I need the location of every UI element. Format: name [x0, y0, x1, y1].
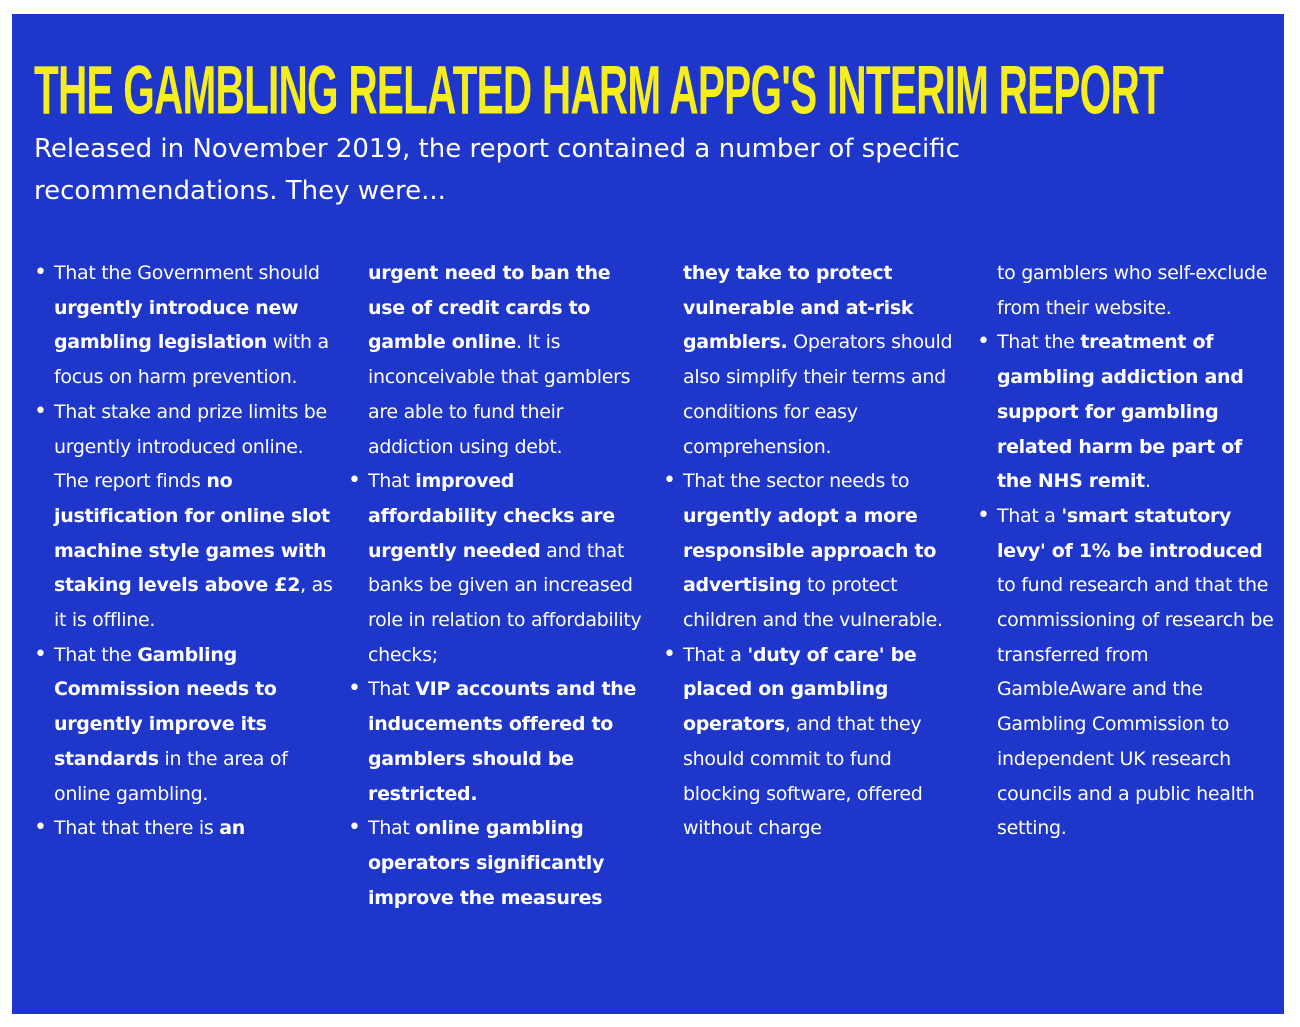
recommendations-column-2: [348, 256, 648, 915]
body-text: , and that they should commit to fund blocking software, offered without charge: [683, 713, 923, 840]
emphasis-text: urgent need to ban the use of credit cards to gamble online: [368, 262, 611, 354]
body-text: to fund research and that the commissioning of research be transferred from GambleAware and the Gambling Commission to independent UK research councils and a public health setting.: [997, 574, 1274, 840]
body-text: and that banks be given an increased role in relation to affordability checks;: [368, 539, 642, 666]
body-text: That a: [683, 643, 748, 666]
emphasis-text: an: [219, 817, 245, 840]
emphasis-text: urgently introduce new gambling legislation: [54, 296, 299, 354]
emphasis-text: they take to protect vulnerable and at-risk gamblers.: [683, 262, 914, 354]
report-panel: [12, 14, 1284, 1014]
emphasis-text: treatment of gambling addiction and support for gambling related harm be part of the NHS remit: [997, 331, 1244, 493]
body-text: That: [368, 678, 416, 701]
body-text: That the: [997, 331, 1081, 354]
recommendation-item: [348, 672, 648, 811]
recommendation-item: [348, 464, 648, 672]
body-text: to gamblers who self-exclude from their website.: [997, 262, 1268, 319]
body-text: with a focus on harm prevention.: [54, 331, 329, 389]
body-text: That stake and prize limits be urgently introduced online. The report finds: [54, 400, 327, 493]
body-text: That that there is: [54, 817, 220, 840]
emphasis-text: 'smart statutory levy' of 1% be introduced: [997, 504, 1263, 562]
body-text: That: [368, 817, 416, 840]
emphasis-text: improved affordability checks are urgently needed: [368, 470, 615, 562]
recommendation-item: [977, 499, 1277, 846]
emphasis-text: online gambling operators significantly improve the measures: [368, 817, 605, 909]
recommendation-item: [348, 811, 648, 915]
emphasis-text: urgently adopt a more responsible approach to advertising: [683, 504, 937, 597]
recommendation-item: [977, 325, 1277, 499]
body-text: That: [368, 470, 416, 493]
body-text: to protect children and the vulnerable.: [683, 574, 943, 632]
recommendation-item: [663, 638, 963, 846]
body-text: That a: [997, 504, 1062, 527]
recommendation-item: [34, 638, 334, 812]
recommendation-item: [34, 811, 334, 846]
recommendation-item: [663, 464, 963, 638]
recommendation-continuation: [977, 256, 1277, 325]
recommendations-column-1: [34, 256, 334, 846]
recommendations-column-4: [977, 256, 1277, 846]
recommendation-item: [34, 256, 334, 395]
body-text: Operators should also simplify their terms and conditions for easy comprehension.: [683, 331, 953, 458]
body-text: .: [1144, 470, 1151, 493]
report-title: THE GAMBLING RELATED HARM APPG'S INTERIM REPORT: [34, 52, 1163, 130]
emphasis-text: 'duty of care' be placed on gambling operators: [683, 643, 917, 736]
recommendation-item: [34, 395, 334, 638]
body-text: That the: [54, 643, 138, 666]
body-text: That the Government should: [54, 262, 320, 284]
recommendation-continuation: [663, 256, 963, 464]
emphasis-text: VIP accounts and the inducements offered to gamblers should be restricted.: [368, 678, 637, 805]
body-text: That the sector needs to: [683, 470, 910, 493]
recommendations-column-3: [663, 256, 963, 846]
emphasis-text: no justification for online slot machine style games with staking levels above £2: [54, 470, 330, 597]
body-text: . It is inconceivable that gamblers are able to fund their addiction using debt.: [368, 331, 631, 458]
body-text: in the area of online gambling.: [54, 747, 288, 805]
recommendation-continuation: [348, 256, 648, 464]
emphasis-text: Gambling Commission needs to urgently improve its standards: [54, 643, 277, 770]
body-text: , as it is offline.: [54, 574, 333, 632]
report-subtitle: Released in November 2019, the report contained a number of specific recommendations. They were...: [34, 134, 960, 206]
